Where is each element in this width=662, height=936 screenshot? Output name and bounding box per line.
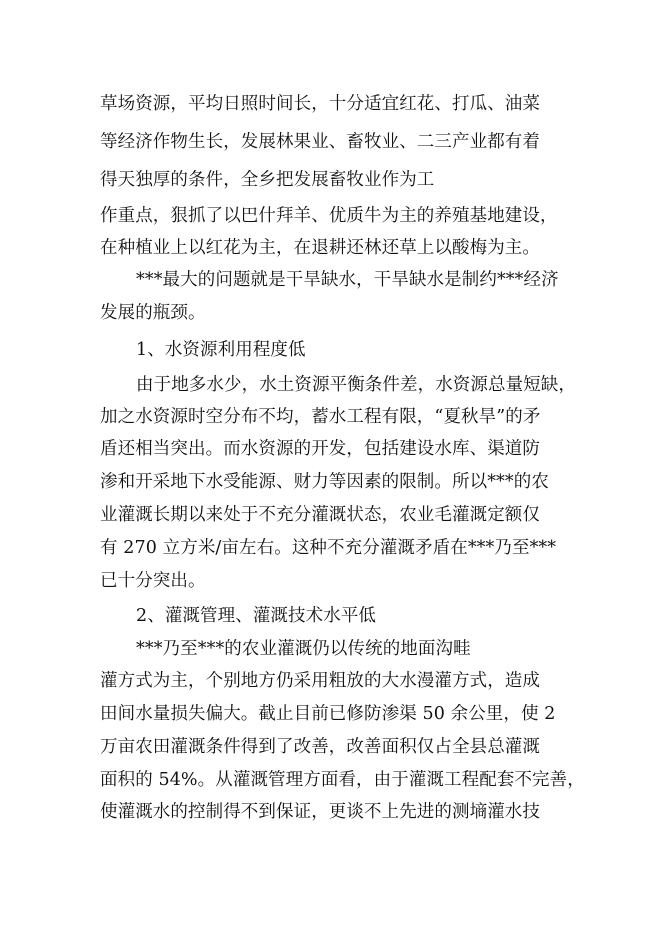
section-heading: 1、水资源利用程度低 xyxy=(136,340,306,360)
text-line: 已十分突出。 xyxy=(100,571,206,591)
text-line: 发展的瓶颈。 xyxy=(100,303,206,323)
text-line: 田间水量损失偏大。截止目前已修防渗渠 50 余公里，使 2 xyxy=(100,704,556,724)
text-line: ***最大的问题就是干旱缺水，干旱缺水是制约***经济 xyxy=(136,270,559,290)
text-line: 得天独厚的条件，全乡把发展畜牧业作为工 xyxy=(100,170,435,190)
section-heading: 2、灌溉管理、灌溉技术水平低 xyxy=(136,606,377,626)
text-line: 渗和开采地下水受能源、财力等因素的限制。所以***的农 xyxy=(100,472,549,492)
text-line: ***乃至***的农业灌溉仍以传统的地面沟畦 xyxy=(136,639,471,659)
text-line: 由于地多水少，水土资源平衡条件差，水资源总量短缺， xyxy=(136,375,576,395)
text-line: 业灌溉长期以来处于不充分灌溉状态，农业毛灌溉定额仅 xyxy=(100,505,540,525)
text-line: 作重点，狠抓了以巴什拜羊、优质牛为主的养殖基地建设， xyxy=(100,206,558,226)
text-line: 在种植业上以红花为主，在退耕还林还草上以酸梅为主。 xyxy=(100,238,540,258)
text-line: 加之水资源时空分布不均，蓄水工程有限，“夏秋旱”的矛 xyxy=(100,407,541,427)
text-line: 使灌溉水的控制得不到保证，更谈不上先进的测墒灌水技 xyxy=(100,802,540,822)
text-line: 灌方式为主，个别地方仍采用粗放的大水漫灌方式，造成 xyxy=(100,671,540,691)
text-line: 有 270 立方米/亩左右。这种不充分灌溉矛盾在***乃至*** xyxy=(100,538,557,558)
text-line: 面积的 54%。从灌溉管理方面看，由于灌溉工程配套不完善， xyxy=(100,770,585,790)
text-line: 万亩农田灌溉条件得到了改善，改善面积仅占全县总灌溉 xyxy=(100,737,540,757)
text-line: 盾还相当突出。而水资源的开发，包括建设水库、渠道防 xyxy=(100,439,540,459)
text-line: 等经济作物生长，发展林果业、畜牧业、二三产业都有着 xyxy=(100,132,540,152)
text-line: 草场资源，平均日照时间长，十分适宜红花、打瓜、油菜 xyxy=(100,94,540,114)
